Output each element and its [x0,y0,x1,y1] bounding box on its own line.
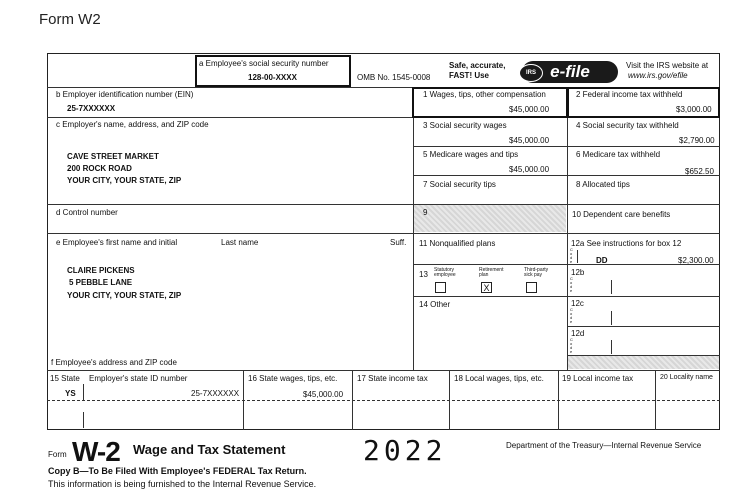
box13-thirdparty-label: Third-party sick pay [524,267,549,278]
employee-city: YOUR CITY, YOUR STATE, ZIP [67,291,182,300]
box2-value: $3,000.00 [676,105,712,114]
rule [449,370,450,430]
box17-label: 17 State income tax [357,374,428,383]
retirement-plan-checkbox[interactable]: X [481,282,492,293]
statutory-employee-checkbox[interactable] [435,282,446,293]
box13-retirement-label: Retirement plan [479,267,504,278]
form-word: Form [48,450,67,459]
box10-label: 10 Dependent care benefits [572,210,671,219]
box12a-code: DD [596,256,608,265]
box15-state: YS [65,389,76,398]
irs-info-text: This information is being furnished to the Internal Revenue Service. [48,479,317,489]
rule [413,296,567,297]
box7-label: 7 Social security tips [423,180,496,189]
box16-label: 16 State wages, tips, etc. [248,374,338,383]
box12b-divider [611,280,612,294]
employer-name-label: c Employer's name, address, and ZIP code [56,120,209,129]
ssn-value: 128-00-XXXX [248,73,297,82]
rule [47,370,720,371]
box18-label: 18 Local wages, tips, etc. [454,374,544,383]
rule [47,204,720,205]
rule [655,370,656,430]
box2-label: 2 Federal income tax withheld [576,90,683,99]
form-name: W-2 [72,436,120,467]
box12b-code-letters: C o d e [570,276,573,293]
box16-value: $45,000.00 [303,390,344,399]
rule [47,117,413,118]
box6-value: $652.50 [685,167,714,176]
ein-label: b Employer identification number (EIN) [56,90,194,99]
page-caption: Form W2 [39,11,101,28]
rule [243,370,244,430]
box3-label: 3 Social security wages [423,121,507,130]
box5-label: 5 Medicare wages and tips [423,150,519,159]
box4-value: $2,790.00 [679,136,715,145]
box12a-label: 12a See instructions for box 12 [571,239,682,248]
employee-address-label: f Employee's address and ZIP code [51,358,177,367]
rule [558,370,559,430]
box15-id-label: Employer's state ID number [89,374,188,383]
box12d-code-letters: C o d e [570,337,573,354]
box1-value: $45,000.00 [509,105,550,114]
box12b-label: 12b [571,268,585,277]
rule [47,233,720,234]
ssn-label: a Employee's social security number [199,59,329,68]
rule [352,370,353,430]
employee-street: 5 PEBBLE LANE [69,278,133,287]
employer-street: 200 ROCK ROAD [67,164,132,173]
box13-label: 13 [419,270,428,279]
rule [47,400,720,401]
box9-label: 9 [423,208,428,217]
box19-label: 19 Local income tax [562,374,634,383]
treasury-dept: Department of the Treasury—Internal Revenue Service [506,441,702,450]
third-party-sick-pay-checkbox[interactable] [526,282,537,293]
omb-number: OMB No. 1545-0008 [357,73,431,82]
box12-shade [568,356,719,369]
employee-first-label: e Employee's first name and initial [56,238,178,247]
box12d-label: 12d [571,329,585,338]
box11-label: 11 Nonqualified plans [419,239,496,248]
rule [567,87,568,370]
box5-value: $45,000.00 [509,165,550,174]
copy-b-text: Copy B—To Be Filed With Employee's FEDERAL Tax Return. [48,466,307,476]
box13-statutory-label: Statutory employee [434,267,456,278]
box12a-divider [577,250,578,263]
employee-suff-label: Suff. [390,238,407,247]
box12d-divider [611,340,612,354]
rule [83,384,84,400]
box15-id: 25-7XXXXXX [191,389,240,398]
box12c-code-letters: C o d e [570,307,573,324]
employer-name: CAVE STREET MARKET [67,152,159,161]
safe-accurate: Safe, accurate, [449,61,506,70]
box4-label: 4 Social security tax withheld [576,121,679,130]
box3-value: $45,000.00 [509,136,550,145]
box12a-code-letters: C o d e [570,247,573,264]
form-title: Wage and Tax Statement [133,442,286,457]
box14-label: 14 Other [419,300,451,309]
control-number-label: d Control number [56,208,118,217]
employer-city: YOUR CITY, YOUR STATE, ZIP [67,176,182,185]
box15-label: 15 State [50,374,80,383]
irs-url: www.irs.gov/efile [628,71,688,80]
rule [567,326,720,327]
visit-irs: Visit the IRS website at [626,61,709,70]
box12c-label: 12c [571,299,584,308]
efile-logo: e-file [522,61,618,83]
box9-shade [414,205,566,232]
tax-year: 2022 [363,434,447,467]
employee-name: CLAIRE PICKENS [67,266,135,275]
box6-label: 6 Medicare tax withheld [576,150,661,159]
box12a-value: $2,300.00 [678,256,714,265]
rule [567,296,720,297]
box8-label: 8 Allocated tips [576,180,630,189]
ein-value: 25-7XXXXXX [67,104,116,113]
irs-badge: IRS [519,64,543,82]
rule [83,412,84,428]
fast-use: FAST! Use [449,71,490,80]
box12c-divider [611,311,612,325]
box1-label: 1 Wages, tips, other compensation [423,90,546,99]
box20-label: 20 Locality name [660,374,713,381]
employee-last-label: Last name [221,238,259,247]
